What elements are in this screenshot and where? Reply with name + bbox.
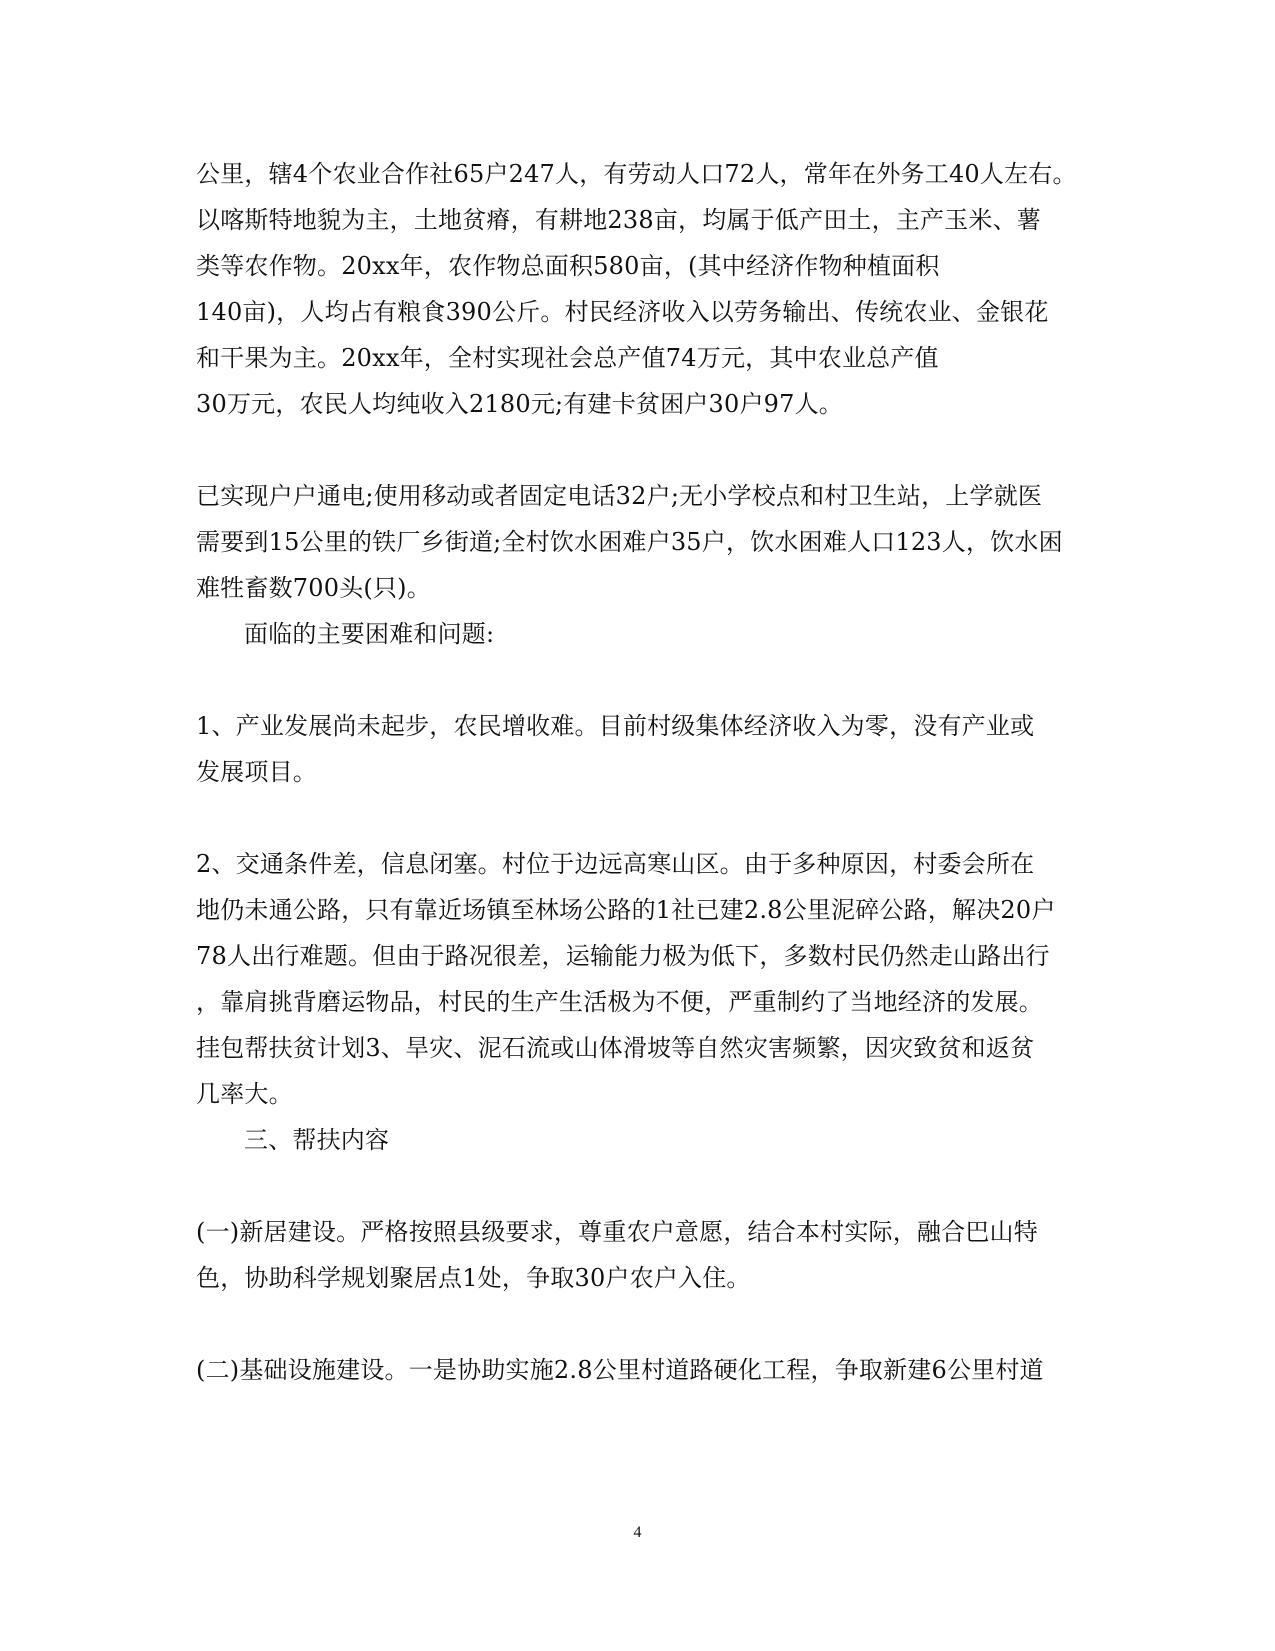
text-line: 1、产业发展尚未起步，农民增收难。目前村级集体经济收入为零，没有产业或 bbox=[196, 712, 1035, 740]
section-heading: 三、帮扶内容 bbox=[244, 1126, 390, 1154]
text-line: ，靠肩挑背磨运物品，村民的生产生活极为不便，严重制约了当地经济的发展。 bbox=[196, 988, 1043, 1016]
text-line: 几率大。 bbox=[196, 1080, 293, 1108]
text-line: 140亩)，人均占有粮食390公斤。村民经济收入以劳务输出、传统农业、金银花 bbox=[196, 298, 1049, 326]
text-line: 78人出行难题。但由于路况很差，运输能力极为低下，多数村民仍然走山路出行 bbox=[196, 942, 1050, 970]
text-line: 类等农作物。20xx年，农作物总面积580亩，(其中经济作物种植面积 bbox=[196, 252, 940, 280]
text-line: 已实现户户通电;使用移动或者固定电话32户;无小学校点和村卫生站，上学就医 bbox=[196, 482, 1043, 510]
text-line: 挂包帮扶贫计划3、旱灾、泥石流或山体滑坡等自然灾害频繁，因灾致贫和返贫 bbox=[196, 1034, 1035, 1062]
text-line: 和干果为主。20xx年，全村实现社会总产值74万元，其中农业总产值 bbox=[196, 344, 939, 372]
text-line: 公里，辖4个农业合作社65户247人，有劳动人口72人，常年在外务工40人左右。 bbox=[196, 160, 1077, 188]
text-line: 难牲畜数700头(只)。 bbox=[196, 574, 431, 602]
text-line: (二)基础设施建设。一是协助实施2.8公里村道路硬化工程，争取新建6公里村道 bbox=[196, 1356, 1044, 1384]
text-line: 发展项目。 bbox=[196, 758, 317, 786]
section-heading: 面临的主要困难和问题: bbox=[244, 620, 495, 648]
text-line: 以喀斯特地貌为主，土地贫瘠，有耕地238亩，均属于低产田土，主产玉米、薯 bbox=[196, 206, 1042, 234]
text-line: (一)新居建设。严格按照县级要求，尊重农户意愿，结合本村实际，融合巴山特 bbox=[196, 1218, 1038, 1246]
text-line: 色，协助科学规划聚居点1处，争取30户农户入住。 bbox=[196, 1264, 751, 1292]
text-line: 地仍未通公路，只有靠近场镇至林场公路的1社已建2.8公里泥碎公路，解决20户 bbox=[196, 896, 1056, 924]
page-number: 4 bbox=[633, 1524, 642, 1541]
text-line: 30万元，农民人均纯收入2180元;有建卡贫困户30户97人。 bbox=[196, 390, 843, 418]
text-line: 需要到15公里的铁厂乡街道;全村饮水困难户35户，饮水困难人口123人，饮水困 bbox=[196, 528, 1063, 556]
text-line: 2、交通条件差，信息闭塞。村位于边远高寒山区。由于多种原因，村委会所在 bbox=[196, 850, 1035, 878]
